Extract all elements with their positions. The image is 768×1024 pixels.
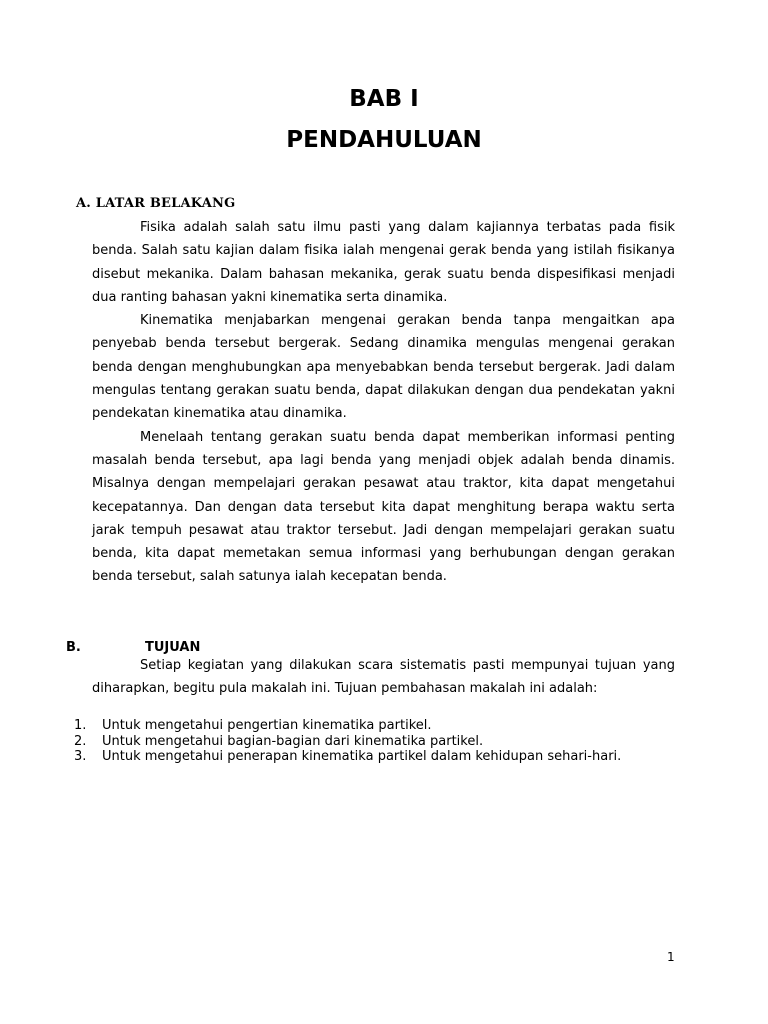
- list-item: [74, 718, 621, 734]
- objectives-list: [74, 718, 621, 765]
- section-a-body: [92, 216, 675, 589]
- page-number: 1: [667, 950, 675, 964]
- section-b-body: [92, 654, 675, 701]
- chapter-number: BAB I: [349, 86, 419, 112]
- list-text: Untuk mengetahui pengertian kinematika partikel.: [102, 718, 432, 733]
- paragraph: Setiap kegiatan yang dilakukan scara sistematis pasti mempunyai tujuan yang diharapkan, begitu pula makalah ini. Tujuan pembahasan makalah ini adalah:: [92, 658, 675, 697]
- paragraph: Fisika adalah salah satu ilmu pasti yang dalam kajiannya terbatas pada fisik benda. Salah satu kajian dalam fisika ialah mengenai gerak benda yang istilah fisikanya disebut mekanika. Dalam bahasan mekanika, gerak suatu benda dispesifikasi menjadi dua ranting bahasan yakni kinematika serta dinamika.: [92, 220, 675, 305]
- list-item: [74, 734, 621, 750]
- paragraph: Menelaah tentang gerakan suatu benda dapat memberikan informasi penting masalah benda tersebut, apa lagi benda yang menjadi objek adalah benda dinamis. Misalnya dengan mempelajari gerakan pesawat atau traktor, kita dapat mengetahui kecepatannya. Dan dengan data tersebut kita dapat menghitung berapa waktu serta jarak tempuh pesawat atau traktor tersebut. Jadi dengan mempelajari gerakan suatu benda, kita dapat memetakan semua informasi yang berhubungan dengan gerakan benda tersebut, salah satunya ialah kecepatan benda.: [92, 429, 675, 585]
- list-number: 2.: [74, 733, 87, 749]
- list-text: Untuk mengetahui penerapan kinematika partikel dalam kehidupan sehari-hari.: [102, 749, 622, 764]
- section-b-number: B.: [66, 640, 81, 655]
- paragraph: Kinematika menjabarkan mengenai gerakan benda tanpa mengaitkan apa penyebab benda tersebut bergerak. Sedang dinamika mengulas mengenai gerakan benda dengan menghubungkan apa menyebabkan benda tersebut bergerak. Jadi dalam mengulas tentang gerakan suatu benda, dapat dilakukan dengan dua pendekatan yakni pendekatan kinematika atau dinamika.: [92, 313, 675, 422]
- list-number: 1.: [74, 718, 87, 733]
- section-b-heading: TUJUAN: [145, 640, 201, 655]
- list-number: 3.: [74, 749, 87, 764]
- section-a-heading: A. LATAR BELAKANG: [76, 196, 236, 211]
- list-text: Untuk mengetahui bagian-bagian dari kinematika partikel.: [102, 733, 484, 749]
- chapter-title: PENDAHULUAN: [286, 127, 482, 153]
- list-item: [74, 749, 621, 765]
